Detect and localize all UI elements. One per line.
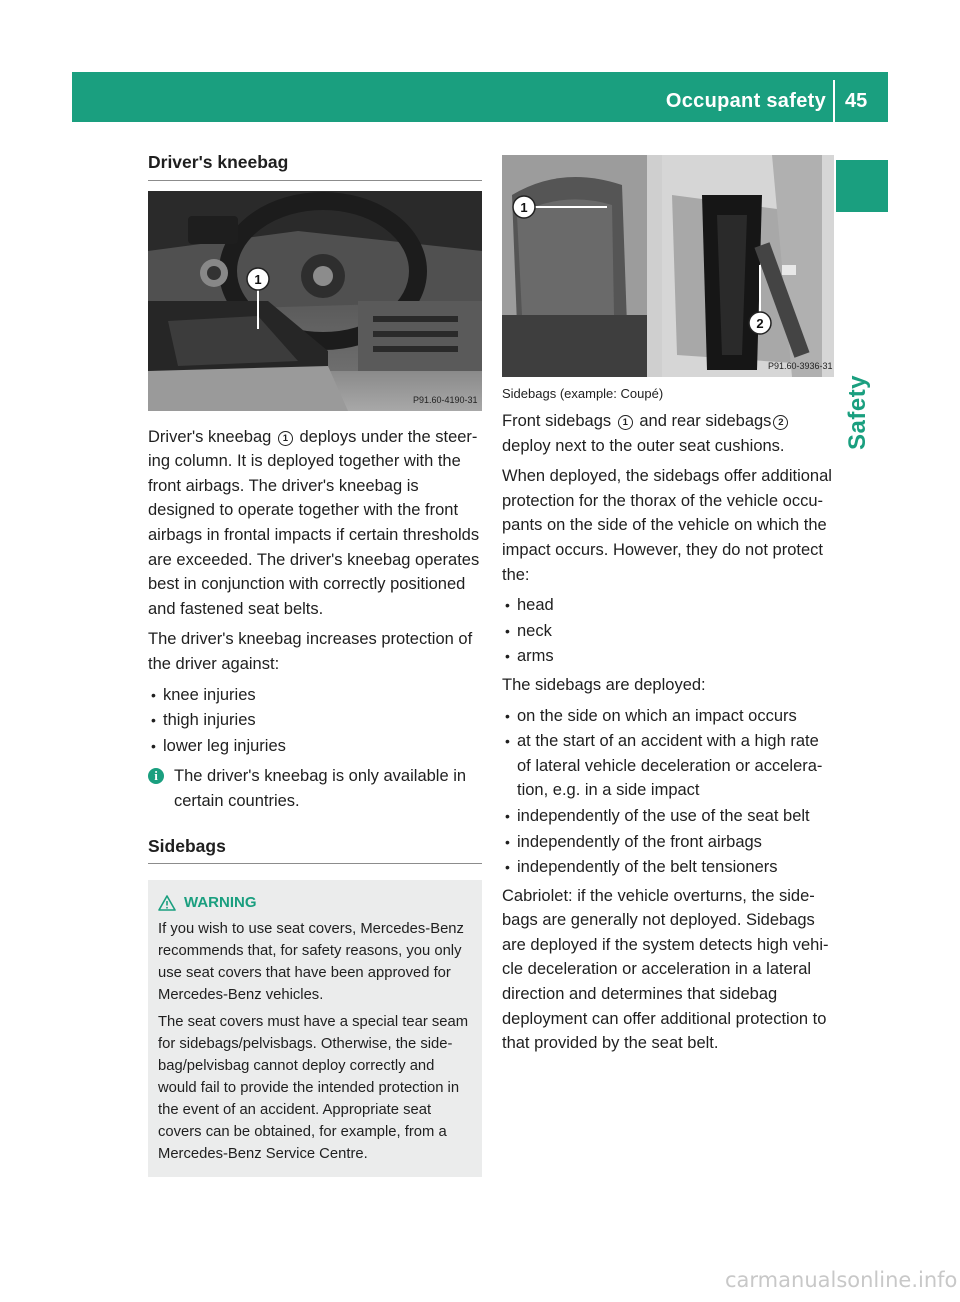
sidebags-photo-code: P91.60-3936-31 — [768, 361, 833, 371]
sidebags-para-deployed: When deployed, the sidebags offer additional protection for the thorax of the vehicle occu-pants on the side of the vehicle on which the impact occurs. However, they do not protect the: — [502, 467, 832, 584]
warning-heading — [158, 892, 472, 914]
warning-box — [148, 880, 482, 1177]
left-column — [148, 150, 482, 1177]
kneebag-photo-code: P91.60-4190-31 — [413, 394, 478, 405]
sidebags-intro-before: Front sidebags — [502, 412, 612, 430]
list-item: • arms — [502, 644, 836, 669]
warning-triangle-icon — [158, 895, 176, 911]
sidebags-heading: Sidebags — [148, 834, 482, 865]
kneebag-info-text: The driver's kneebag is only available in certain countries. — [174, 767, 467, 810]
list-item: • head — [502, 593, 836, 618]
info-icon: i — [148, 768, 164, 784]
page-number: 45 — [845, 90, 868, 112]
list-item: • on the side on which an impact occurs — [502, 704, 836, 729]
kneebag-bullet-list — [148, 683, 482, 759]
right-column — [502, 155, 836, 1062]
kneebag-para2: The driver's kneebag increases protection of the driver against: — [148, 630, 473, 673]
page-section-title: Occupant safety — [665, 90, 826, 112]
watermark: carmanualsonline.info — [725, 1268, 958, 1292]
deploy-bullet-list — [502, 704, 836, 880]
kneebag-photo-callout: 1 — [254, 271, 262, 287]
list-item: • independently of the belt tensioners — [502, 855, 836, 880]
side-tab-label: Safety — [844, 374, 871, 450]
warning-label: WARNING — [184, 894, 257, 912]
sidebags-intro-middle: and rear sidebags — [639, 412, 772, 430]
callout-1-icon: 1 — [278, 431, 293, 446]
kneebag-heading: Driver's kneebag — [148, 150, 482, 181]
list-item: • lower leg injuries — [148, 734, 482, 759]
sidebags-photo — [502, 155, 834, 377]
header-divider — [833, 80, 835, 122]
sidebags-photo-callout-2: 2 — [756, 316, 764, 331]
warning-para1: If you wish to use seat covers, Mercedes-Benz recommends that, for safety reasons, you only use seat covers that have been approved for Mercedes-Benz vehicles. — [158, 921, 464, 1004]
sidebags-caption: Sidebags (example: Coupé) — [502, 386, 664, 401]
list-item: • thigh injuries — [148, 708, 482, 733]
callout-2-icon: 2 — [773, 415, 788, 430]
kneebag-para1 — [148, 425, 482, 622]
warning-para2: The seat covers must have a special tear seam for sidebags/pelvisbags. Otherwise, the side-bag/pelvisbag cannot deploy correctly and would fail to provide the intended protection in the event of an accident. Appropriate seat covers can be obtained, for example, from a Mercedes-Benz Service Centre. — [158, 1014, 469, 1163]
list-item: • neck — [502, 619, 836, 644]
cabriolet-para: Cabriolet: if the vehicle overturns, the side-bags are generally not deployed. Sidebags are deployed if the system detects high vehi-cle deceleration or acceleration in a lateral direction and determines that sidebag deployment can offer additional protection to that provided by the seat belt. — [502, 886, 829, 1053]
sidebags-intro — [502, 409, 836, 458]
kneebag-para1-after: deploys under the steer-ing column. It is deployed together with the front airbags. The driver's kneebag is designed to operate together with the front airbags in frontal impacts if certain thresholds are exceeded. The driver's kneebag operates best in conjunction with correctly positioned and fastened seat belts. — [148, 427, 480, 618]
side-tab-marker — [836, 160, 888, 212]
list-item: • at the start of an accident with a high rate of lateral vehicle deceleration or accelera-tion, e.g. in a side impact — [502, 729, 836, 803]
kneebag-info-note — [148, 764, 482, 813]
list-item: • independently of the use of the seat belt — [502, 804, 836, 829]
kneebag-photo — [148, 191, 482, 411]
kneebag-para1-before: Driver's kneebag — [148, 427, 272, 446]
sidebags-photo-callout-1: 1 — [520, 200, 528, 215]
deploy-intro: The sidebags are deployed: — [502, 675, 706, 694]
callout-1-icon: 1 — [618, 415, 633, 430]
protect-bullet-list — [502, 593, 836, 669]
sidebags-intro-after: deploy next to the outer seat cushions. — [502, 436, 785, 455]
list-item: • independently of the front airbags — [502, 830, 836, 855]
list-item: • knee injuries — [148, 683, 482, 708]
